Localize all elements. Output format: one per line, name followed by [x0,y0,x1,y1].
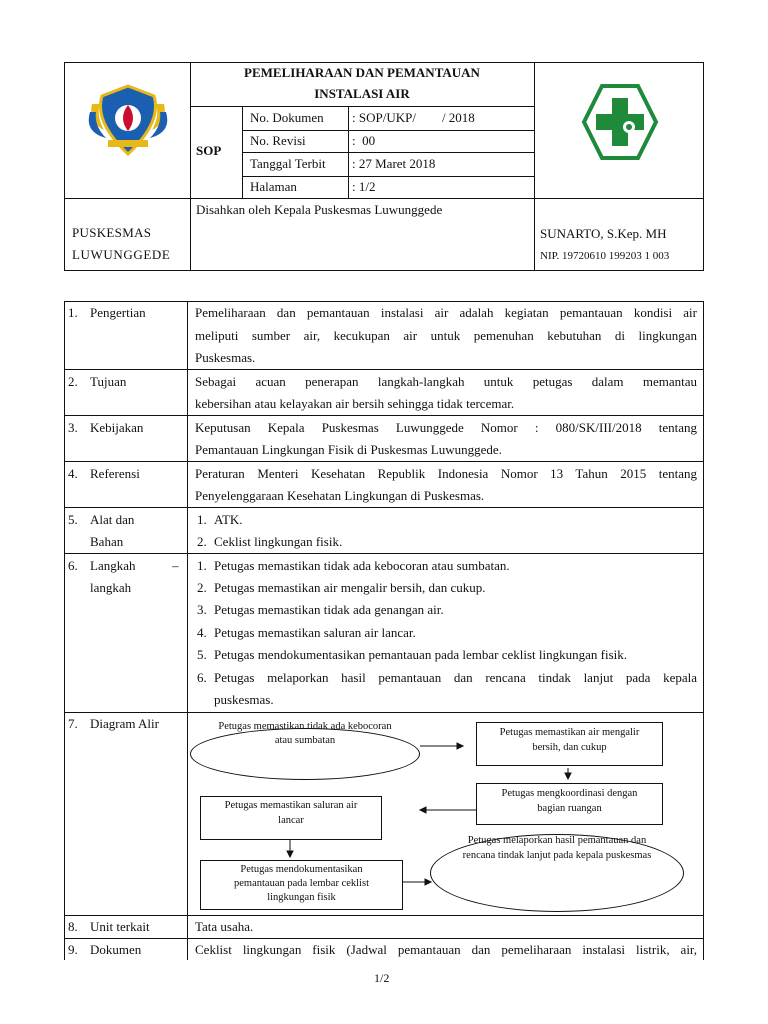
approval-text: Disahkan oleh Kepala Puskesmas Luwunggede [196,202,443,217]
meta-label-page: Halaman [250,179,297,194]
row-label-kebijakan: Kebijakan [90,420,144,435]
unit-terkait-text: Tata usaha. [195,919,254,934]
flow-node-text: Petugas mengkoordinasi dengan [501,788,638,799]
row-label-referensi: Referensi [90,466,140,481]
pengertian-line: meliputi sumber air, kecukupan air untuk pemenuhan kebutuhan di lingkungan [195,328,697,343]
row-label-dokumen: Dokumen [90,942,142,957]
flow-node-text: rencana tindak lanjut pada kepala puskesmas [462,850,652,861]
list-number: 2. [197,534,207,549]
kebijakan-line: Pemantauan Lingkungan Fisik di Puskesmas Luwunggede. [195,442,502,457]
org-name-line1: PUSKESMAS [72,225,152,240]
pengertian-line: Pemeliharaan dan pemantauan instalasi air adalah kegiatan pemantauan kondisi air [195,305,697,320]
row-number: 3. [68,420,78,435]
list-item: Petugas memastikan saluran air lancar. [214,625,416,640]
list-item: Petugas memastikan tidak ada genangan air. [214,602,444,617]
meta-label-doc-no: No. Dokumen [250,110,324,125]
row-number: 8. [68,919,78,934]
flow-node-text: Petugas memastikan air mengalir [499,727,640,738]
flow-node-text: pemantauan pada lembar ceklist [234,878,369,889]
list-number: 1. [197,558,207,573]
flow-node-text: bagian ruangan [537,803,602,814]
meta-label-issue-date: Tanggal Terbit [250,156,326,171]
document-title-line2: INSTALASI AIR [314,86,410,101]
flow-node-text: Petugas memastikan saluran air [224,800,358,811]
list-number: 6. [197,670,207,685]
row-number: 1. [68,305,78,320]
sop-label: SOP [196,143,222,158]
flow-node-text: Petugas mendokumentasikan [240,864,363,875]
org-name-line2: LUWUNGGEDE [72,247,171,262]
meta-label-revision: No. Revisi [250,133,306,148]
row-label-pengertian: Pengertian [90,305,146,320]
signer-nip: NIP. 19720610 199203 1 003 [540,250,670,262]
list-item: ATK. [214,512,243,527]
page-number: 1/2 [374,971,390,985]
meta-value-revision: : 00 [352,133,376,148]
flow-node-text: bersih, dan cukup [532,742,607,753]
row-number: 6. [68,558,78,573]
tujuan-line: kebersihan atau kelayakan air bersih sehingga tidak tercemar. [195,396,515,411]
flow-node-text: lingkungan fisik [267,892,336,903]
meta-value-page: : 1/2 [352,179,376,194]
row-label-unit: Unit terkait [90,919,150,934]
flow-node-text: atau sumbatan [274,735,336,746]
list-number: 3. [197,602,207,617]
row-label-tujuan: Tujuan [90,374,127,389]
row-number: 2. [68,374,78,389]
flow-node-text: Petugas memastikan tidak ada kebocoran [218,721,392,732]
list-number: 2. [197,580,207,595]
row-label-diagram: Diagram Alir [90,716,159,731]
row-label-dash: – [172,558,179,573]
list-number: 4. [197,625,207,640]
referensi-line: Penyelenggaraan Kesehatan Lingkungan di Puskesmas. [195,488,485,503]
referensi-line: Peraturan Menteri Kesehatan Republik Indonesia Nomor 13 Tahun 2015 tentang [195,466,697,481]
list-number: 1. [197,512,207,527]
row-number: 9. [68,942,78,957]
tujuan-line: Sebagai acuan penerapan langkah-langkah untuk petugas dalam memantau [195,374,697,389]
list-item: Petugas memastikan tidak ada kebocoran atau sumbatan. [214,558,510,573]
list-item: Petugas melaporkan hasil pemantauan dan rencana tindak lanjut pada kepala [214,670,697,685]
flow-node-text: lancar [278,815,304,826]
meta-value-issue-date: : 27 Maret 2018 [352,156,436,171]
dokumen-text: Ceklist lingkungan fisik (Jadwal pemantauan dan pemeliharaan instalasi listrik, air, [195,942,697,957]
row-number: 4. [68,466,78,481]
row-number: 7. [68,716,78,731]
meta-value-doc-no: : SOP/UKP/ / 2018 [352,110,475,125]
list-number: 5. [197,647,207,662]
row-label-bahan: Bahan [90,534,124,549]
list-item: Ceklist lingkungan fisik. [214,534,343,549]
flow-node-text: Petugas melaporkan hasil pemantauan dan [467,835,647,846]
row-label-langkah: Langkah [90,558,136,573]
list-item: Petugas mendokumentasikan pemantauan pada lembar ceklist lingkungan fisik. [214,647,628,662]
pengertian-line: Puskesmas. [195,350,256,365]
row-label-alat: Alat dan [90,512,135,527]
row-label-langkah2: langkah [90,580,132,595]
kebijakan-line: Keputusan Kepala Puskesmas Luwunggede Nomor : 080/SK/III/2018 tentang [195,420,697,435]
list-item-continued: puskesmas. [214,692,274,707]
row-number: 5. [68,512,78,527]
signer-name: SUNARTO, S.Kep. MH [540,226,667,241]
list-item: Petugas memastikan air mengalir bersih, dan cukup. [214,580,486,595]
document-title-line1: PEMELIHARAAN DAN PEMANTAUAN [244,65,480,80]
